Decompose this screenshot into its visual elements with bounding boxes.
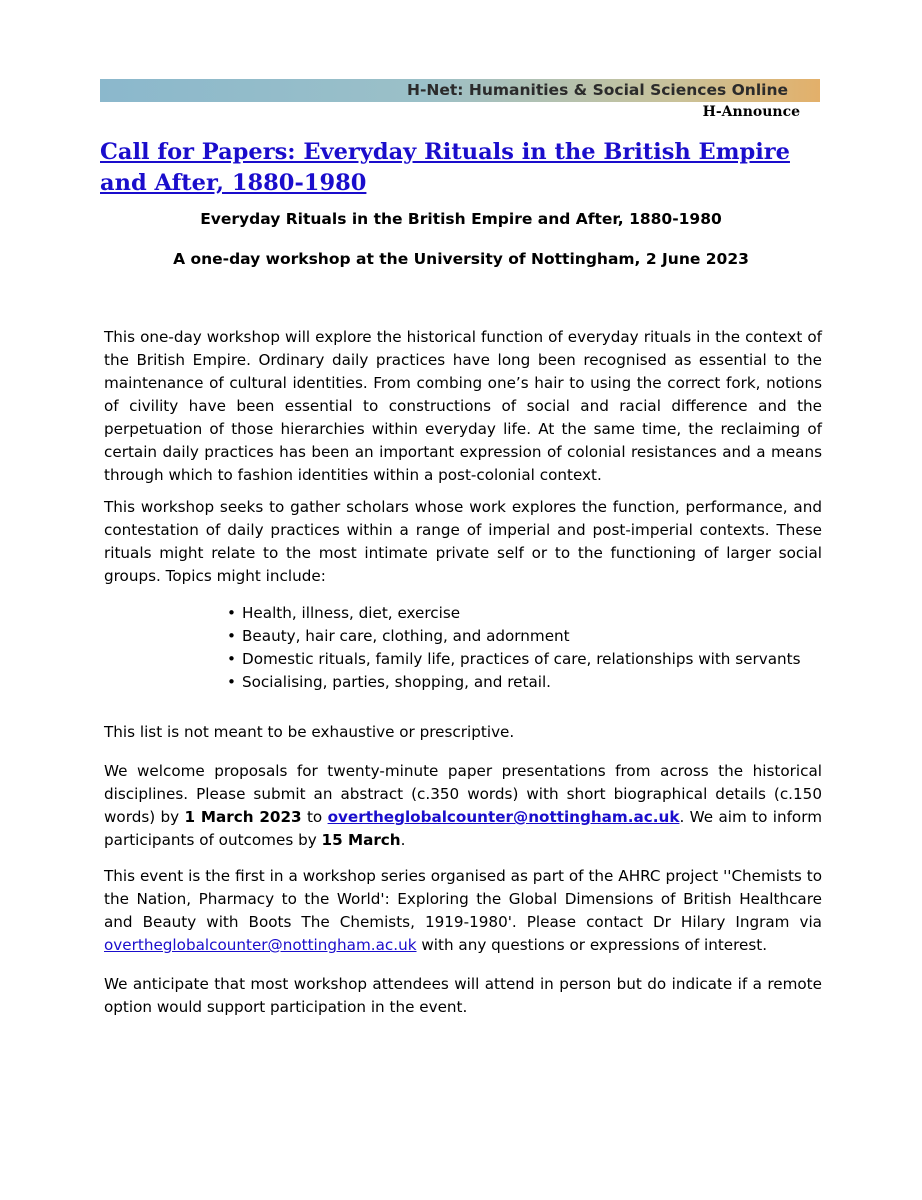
submission-text: . bbox=[400, 831, 406, 849]
submission-text: to bbox=[301, 808, 328, 826]
deadline-date: 1 March 2023 bbox=[184, 808, 302, 826]
submission-text: We welcome proposals for twenty-minute paper presentations from across the historical disciplines. Please submit an abstract (c.350 words) with short biographical details (c.150 words) by bbox=[104, 762, 822, 826]
event-subtitle: A one-day workshop at the University of Nottingham, 2 June 2023 bbox=[173, 250, 749, 268]
series-text: This event is the first in a workshop series organised as part of the AHRC project ''Chemists to the Nation, Pharmacy to the World': Exploring the Global Dimensions of British Healthcare and Beauty with Boots The Chemists, 1919-1980'. Please contact Dr Hilary Ingram via bbox=[104, 867, 822, 931]
submission-paragraph bbox=[104, 760, 822, 852]
banner-title: H-Net: Humanities & Social Sciences Online bbox=[406, 81, 788, 99]
title-link[interactable]: Call for Papers: Everyday Rituals in the British Empire and After, 1880-1980 bbox=[100, 139, 790, 196]
page-title bbox=[100, 137, 820, 199]
intro-paragraph: This one-day workshop will explore the historical function of everyday rituals in the context of the British Empire. Ordinary daily practices have long been recognised as essential to the maintenance of cultural identities. From combing one’s hair to using the correct fork, notions of civility have been essential to constructions of social and racial difference and the perpetuation of those hierarchies within everyday life. At the same time, the reclaiming of certain daily practices has been an important expression of colonial resistances and a means through which to fashion identities within a post-colonial context. bbox=[104, 328, 822, 484]
contact-email-link[interactable]: overtheglobalcounter@nottingham.ac.uk bbox=[104, 936, 417, 954]
hnet-banner bbox=[100, 79, 820, 102]
topics-list bbox=[242, 602, 801, 694]
list-item: • Beauty, hair care, clothing, and adornment bbox=[242, 625, 801, 648]
email-link[interactable]: overtheglobalcounter@nottingham.ac.uk bbox=[327, 808, 680, 826]
list-item: • Socialising, parties, shopping, and retail. bbox=[242, 671, 801, 694]
series-paragraph bbox=[104, 865, 822, 957]
list-item: • Domestic rituals, family life, practices of care, relationships with servants bbox=[242, 648, 801, 671]
series-text: with any questions or expressions of interest. bbox=[416, 936, 768, 954]
list-note: This list is not meant to be exhaustive or prescriptive. bbox=[104, 723, 515, 741]
outcome-date: 15 March bbox=[321, 831, 401, 849]
event-title: Everyday Rituals in the British Empire and After, 1880-1980 bbox=[200, 210, 722, 228]
attendance-paragraph: We anticipate that most workshop attendees will attend in person but do indicate if a remote option would support participation in the event. bbox=[104, 975, 822, 1016]
scope-paragraph: This workshop seeks to gather scholars whose work explores the function, performance, and contestation of daily practices within a range of imperial and post-imperial contexts. These rituals might relate to the most intimate private self or to the functioning of larger social groups. Topics might include: bbox=[104, 498, 822, 585]
list-item: • Health, illness, diet, exercise bbox=[242, 602, 801, 625]
h-announce-label: H-Announce bbox=[702, 104, 800, 120]
submission-text: . We aim to inform participants of outcomes by bbox=[104, 808, 822, 849]
